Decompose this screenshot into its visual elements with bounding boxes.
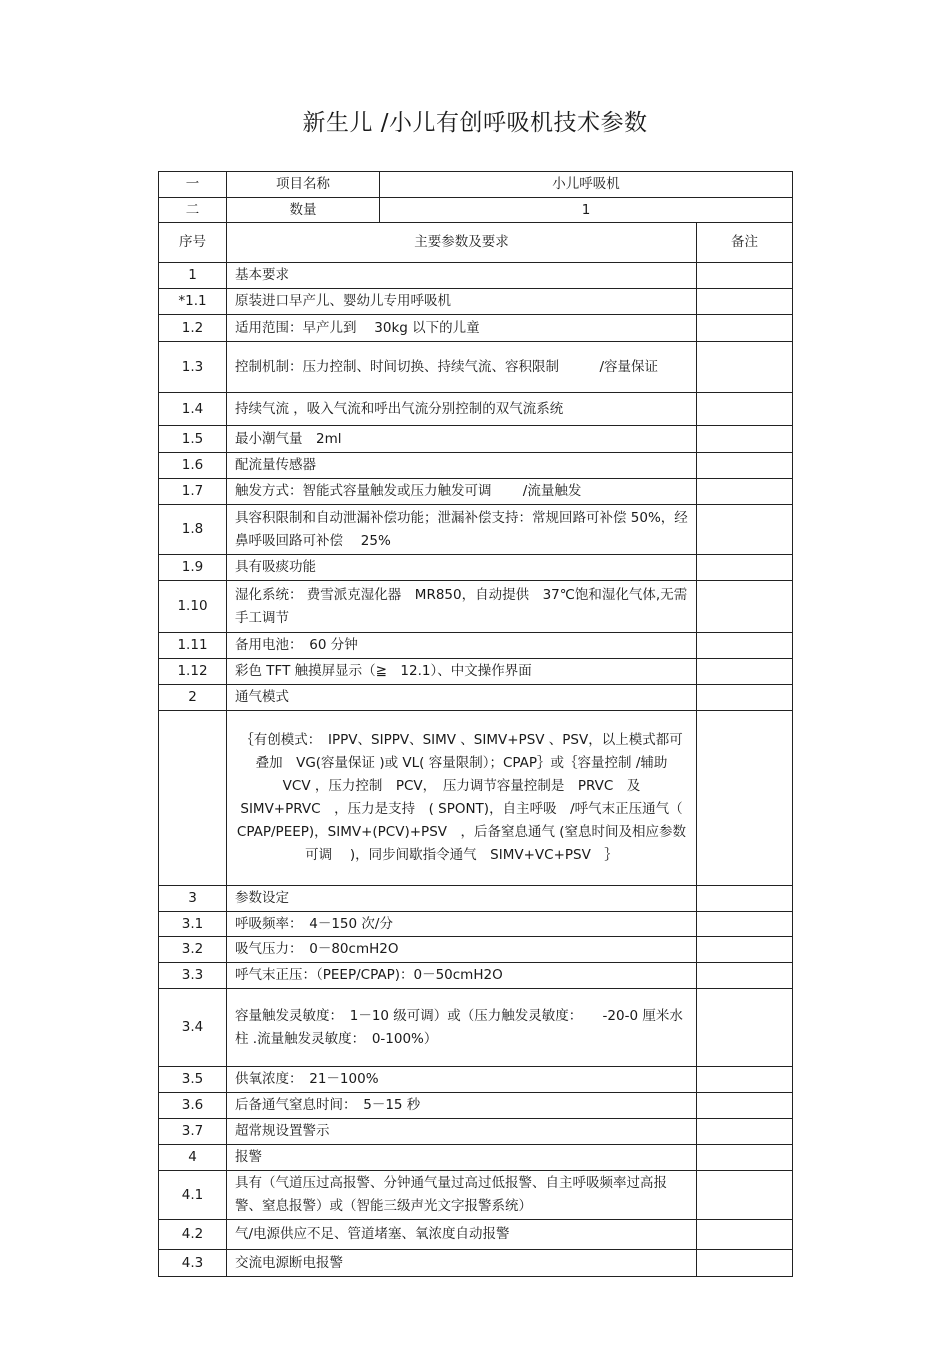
- remark-cell: [697, 555, 793, 581]
- table-row: [159, 989, 793, 1067]
- row-number: 3.6: [159, 1093, 227, 1119]
- row-number: 1.10: [159, 581, 227, 633]
- serial-number-header: 序号: [159, 223, 227, 263]
- table-row: [159, 453, 793, 479]
- remark-cell: [697, 1145, 793, 1171]
- row-number: 1.3: [159, 342, 227, 393]
- table-row: [159, 963, 793, 989]
- remark-cell: [697, 393, 793, 426]
- requirement-text: 通气模式: [227, 685, 697, 711]
- remark-cell: [697, 1220, 793, 1250]
- table-row: [159, 912, 793, 937]
- quantity-label: 数量: [227, 198, 380, 223]
- remark-cell: [697, 886, 793, 912]
- table-row: [159, 289, 793, 315]
- remark-cell: [697, 263, 793, 289]
- table-row: [159, 711, 793, 886]
- table-row: [159, 1119, 793, 1145]
- table-row: [159, 263, 793, 289]
- row-number: 1: [159, 263, 227, 289]
- table-row: [159, 342, 793, 393]
- remark-cell: [697, 963, 793, 989]
- remarks-header: 备注: [697, 223, 793, 263]
- row-number: 3: [159, 886, 227, 912]
- item-name-value: 小儿呼吸机: [380, 172, 793, 198]
- remark-cell: [697, 1250, 793, 1277]
- requirement-text: 供氧浓度： 21－100%: [227, 1067, 697, 1093]
- remark-cell: [697, 989, 793, 1067]
- requirement-text: 持续气流 ，吸入气流和呼出气流分别控制的双气流系统: [227, 393, 697, 426]
- requirement-text: 具有吸痰功能: [227, 555, 697, 581]
- remark-cell: [697, 711, 793, 886]
- remark-cell: [697, 342, 793, 393]
- requirement-text: ｛有创模式： IPPV、SIPPV、SIMV 、SIMV+PSV 、PSV，以上模式都可叠加 VG(容量保证 )或 VL( 容量限制）；CPAP｝或｛容量控制 /辅助 VCV ，压力控制 PCV， 压力调节容量控制是 PRVC 及 SIMV+PRVC ，压力是支持 ( SPONT)，自主呼吸 /呼气末正压通气（ CPAP/PEEP)，SIMV+(PCV)+PSV ，后备窒息通气 (窒息时间及相应参数可调 )，同步间歇指令通气 SIMV+VC+PSV ｝: [227, 711, 697, 886]
- table-row: [159, 1220, 793, 1250]
- table-row: [159, 1067, 793, 1093]
- row-number: 4.3: [159, 1250, 227, 1277]
- requirement-text: 具有（气道压过高报警、分钟通气量过高过低报警、自主呼吸频率过高报警、窒息报警）或（智能三级声光文字报警系统）: [227, 1171, 697, 1220]
- table-row: [159, 198, 793, 223]
- table-row: [159, 685, 793, 711]
- row-number: 1.6: [159, 453, 227, 479]
- table-row: [159, 172, 793, 198]
- remark-cell: [697, 912, 793, 937]
- requirement-text: 呼吸频率： 4－150 次/分: [227, 912, 697, 937]
- remark-cell: [697, 633, 793, 659]
- row-number: 3.3: [159, 963, 227, 989]
- remark-cell: [697, 315, 793, 342]
- requirement-text: 呼气末正压：（PEEP/CPAP)：0－50cmH2O: [227, 963, 697, 989]
- requirement-text: 适用范围：早产儿到 30kg 以下的儿童: [227, 315, 697, 342]
- main-params-header: 主要参数及要求: [227, 223, 697, 263]
- table-row: [159, 886, 793, 912]
- row-number: 1.9: [159, 555, 227, 581]
- table-row: [159, 1145, 793, 1171]
- table-row: [159, 479, 793, 505]
- table-row: [159, 581, 793, 633]
- requirement-text: 气/电源供应不足、管道堵塞、氧浓度自动报警: [227, 1220, 697, 1250]
- remark-cell: [697, 505, 793, 555]
- row-number: 1.4: [159, 393, 227, 426]
- row-number: 1.12: [159, 659, 227, 685]
- row-number: [159, 711, 227, 886]
- table-row: [159, 315, 793, 342]
- remark-cell: [697, 685, 793, 711]
- requirement-text: 湿化系统： 费雪派克湿化器 MR850，自动提供 37℃饱和湿化气体,无需手工调节: [227, 581, 697, 633]
- remark-cell: [697, 1119, 793, 1145]
- document-title: 新生儿 /小儿有创呼吸机技术参数: [302, 110, 648, 136]
- row-number: 3.1: [159, 912, 227, 937]
- table-row: [159, 937, 793, 963]
- table-row: [159, 1093, 793, 1119]
- table-row: [159, 1250, 793, 1277]
- row-number: 3.4: [159, 989, 227, 1067]
- row-number: 1.11: [159, 633, 227, 659]
- requirement-text: 彩色 TFT 触摸屏显示（≧ 12.1）、中文操作界面: [227, 659, 697, 685]
- row-number: 2: [159, 685, 227, 711]
- spec-table: [158, 171, 793, 1277]
- row-number: 1.2: [159, 315, 227, 342]
- remark-cell: [697, 659, 793, 685]
- requirement-text: 触发方式：智能式容量触发或压力触发可调 /流量触发: [227, 479, 697, 505]
- row-number: 二: [159, 198, 227, 223]
- table-row: [159, 505, 793, 555]
- requirement-text: 容量触发灵敏度： 1－10 级可调）或（压力触发灵敏度： -20-0 厘米水柱 .流量触发灵敏度： 0-100%）: [227, 989, 697, 1067]
- table-row: [159, 555, 793, 581]
- row-number: 1.5: [159, 426, 227, 453]
- row-number: 3.7: [159, 1119, 227, 1145]
- remark-cell: [697, 937, 793, 963]
- remark-cell: [697, 289, 793, 315]
- row-number: 1.7: [159, 479, 227, 505]
- table-row: [159, 393, 793, 426]
- table-row: [159, 426, 793, 453]
- requirement-text: 控制机制：压力控制、时间切换、持续气流、容积限制 /容量保证: [227, 342, 697, 393]
- requirement-text: 具容积限制和自动泄漏补偿功能；泄漏补偿支持：常规回路可补偿 50%，经鼻呼吸回路可补偿 25%: [227, 505, 697, 555]
- requirement-text: 配流量传感器: [227, 453, 697, 479]
- row-number: 一: [159, 172, 227, 198]
- row-number: 4.1: [159, 1171, 227, 1220]
- table-row: [159, 633, 793, 659]
- requirement-text: 原装进口早产儿、婴幼儿专用呼吸机: [227, 289, 697, 315]
- row-number: *1.1: [159, 289, 227, 315]
- table-row: [159, 659, 793, 685]
- row-number: 4.2: [159, 1220, 227, 1250]
- row-number: 1.8: [159, 505, 227, 555]
- requirement-text: 基本要求: [227, 263, 697, 289]
- remark-cell: [697, 581, 793, 633]
- item-name-label: 项目名称: [227, 172, 380, 198]
- requirement-text: 最小潮气量 2ml: [227, 426, 697, 453]
- remark-cell: [697, 426, 793, 453]
- row-number: 4: [159, 1145, 227, 1171]
- requirement-text: 后备通气窒息时间： 5－15 秒: [227, 1093, 697, 1119]
- requirement-text: 吸气压力： 0－80cmH2O: [227, 937, 697, 963]
- remark-cell: [697, 1067, 793, 1093]
- row-number: 3.2: [159, 937, 227, 963]
- requirement-text: 超常规设置警示: [227, 1119, 697, 1145]
- requirement-text: 备用电池： 60 分钟: [227, 633, 697, 659]
- remark-cell: [697, 453, 793, 479]
- requirement-text: 报警: [227, 1145, 697, 1171]
- remark-cell: [697, 1093, 793, 1119]
- requirement-text: 参数设定: [227, 886, 697, 912]
- table-row: [159, 1171, 793, 1220]
- remark-cell: [697, 1171, 793, 1220]
- quantity-value: 1: [380, 198, 793, 223]
- remark-cell: [697, 479, 793, 505]
- requirement-text: 交流电源断电报警: [227, 1250, 697, 1277]
- table-header-row: [159, 223, 793, 263]
- row-number: 3.5: [159, 1067, 227, 1093]
